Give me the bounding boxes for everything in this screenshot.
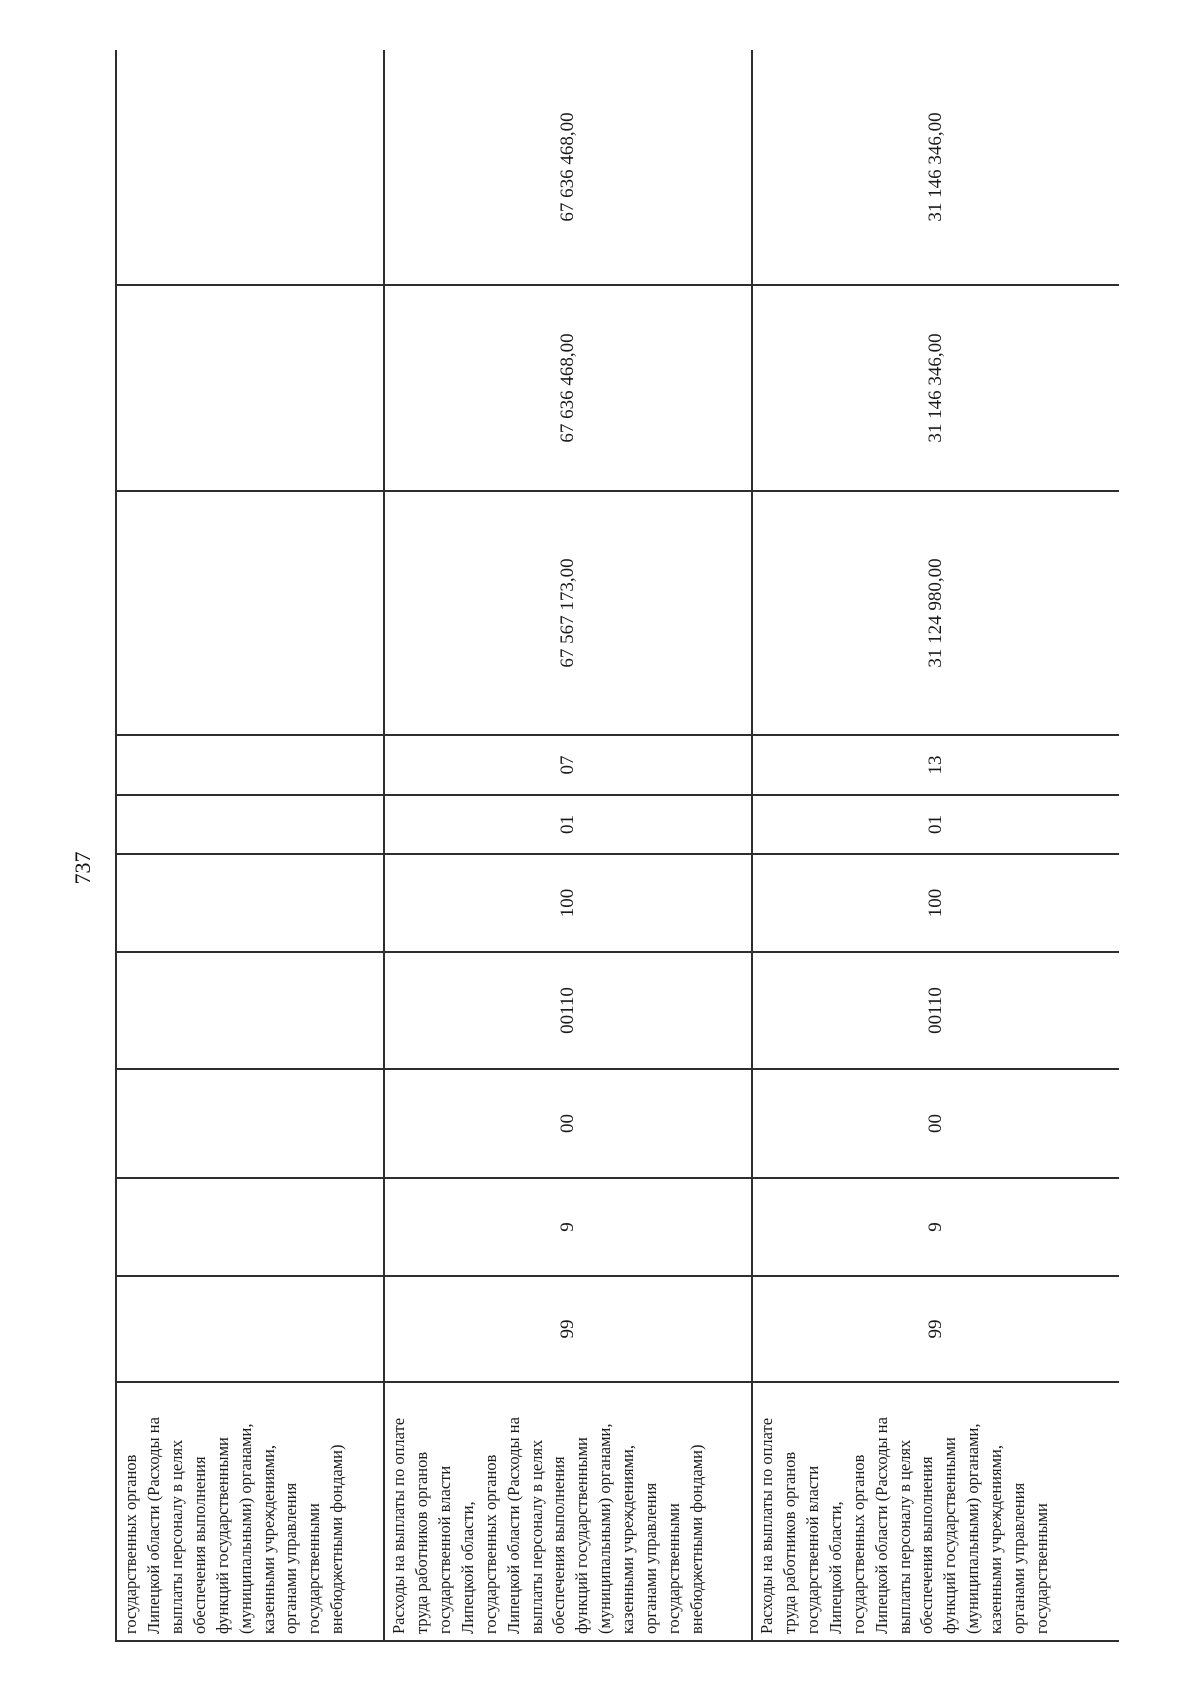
page-number: 737 bbox=[70, 851, 95, 885]
description-line: выплаты персоналу в целях bbox=[894, 1439, 914, 1634]
cell-amount3 bbox=[116, 50, 384, 285]
cell-amount3: 31 146 346,00 bbox=[752, 50, 1119, 285]
description-line: внебюджетными фондами) bbox=[327, 1444, 347, 1634]
description-line: Липецкой области (Расходы на bbox=[871, 1417, 891, 1634]
table-row bbox=[384, 50, 752, 1641]
cell-c6: 01 bbox=[752, 795, 1119, 854]
cell-c1: 99 bbox=[384, 1276, 752, 1382]
description-line: органами управления bbox=[641, 1482, 661, 1634]
cell-c5 bbox=[116, 854, 384, 952]
description-line: Липецкой области, bbox=[825, 1501, 845, 1634]
row-description bbox=[384, 1382, 752, 1641]
cell-c5: 100 bbox=[384, 854, 752, 952]
cell-c1: 99 bbox=[752, 1276, 1119, 1382]
description-line: государственных органов bbox=[480, 1454, 500, 1634]
description-line: органами управления bbox=[281, 1482, 301, 1634]
cell-amount3: 67 636 468,00 bbox=[384, 50, 752, 285]
table-row bbox=[752, 50, 1119, 1641]
description-line: (муниципальными) органами, bbox=[235, 1423, 255, 1634]
description-line: внебюджетными фондами) bbox=[686, 1444, 706, 1634]
cell-amount1: 67 567 173,00 bbox=[384, 491, 752, 735]
description-line: Расходы на выплаты по оплате bbox=[389, 1417, 408, 1634]
rotated-content bbox=[115, 50, 1119, 1642]
description-line: государственными bbox=[304, 1503, 324, 1634]
description-line: Липецкой области (Расходы на bbox=[143, 1417, 163, 1634]
description-line: (муниципальными) органами, bbox=[595, 1423, 615, 1634]
description-line: выплаты персоналу в целях bbox=[526, 1439, 546, 1634]
cell-c7: 13 bbox=[752, 735, 1119, 795]
description-line: государственными bbox=[1032, 1503, 1052, 1634]
cell-amount2: 67 636 468,00 bbox=[384, 285, 752, 491]
cell-c6: 01 bbox=[384, 795, 752, 854]
description-line: обеспечения выполнения bbox=[549, 1456, 569, 1634]
description-line: казенными учреждениями, bbox=[986, 1445, 1006, 1634]
cell-c5: 100 bbox=[752, 854, 1119, 952]
cell-c3: 00 bbox=[752, 1069, 1119, 1178]
description-line: (муниципальными) органами, bbox=[963, 1423, 983, 1634]
cell-amount1 bbox=[116, 491, 384, 735]
cell-c4 bbox=[116, 952, 384, 1069]
cell-c2 bbox=[116, 1178, 384, 1276]
description-line: обеспечения выполнения bbox=[917, 1456, 937, 1634]
description-line: труда работников органов bbox=[779, 1451, 799, 1634]
rotated-table-scan bbox=[115, 50, 1119, 1642]
cell-c7: 07 bbox=[384, 735, 752, 795]
table-row bbox=[116, 50, 384, 1641]
description-line: органами управления bbox=[1009, 1482, 1029, 1634]
description-line: функций государственными bbox=[940, 1437, 960, 1634]
row-description bbox=[752, 1382, 1119, 1641]
budget-table bbox=[115, 50, 1119, 1642]
cell-c4: 00110 bbox=[752, 952, 1119, 1069]
description-line: казенными учреждениями, bbox=[258, 1445, 278, 1634]
cell-c4: 00110 bbox=[384, 952, 752, 1069]
row-description bbox=[116, 1382, 384, 1641]
description-line: государственных органов bbox=[121, 1454, 140, 1634]
cell-amount1: 31 124 980,00 bbox=[752, 491, 1119, 735]
description-line: государственной власти bbox=[434, 1465, 454, 1634]
cell-c2: 9 bbox=[752, 1178, 1119, 1276]
description-line: государственных органов bbox=[848, 1454, 868, 1634]
cell-c7 bbox=[116, 735, 384, 795]
description-line: обеспечения выполнения bbox=[189, 1456, 209, 1634]
description-line: функций государственными bbox=[212, 1437, 232, 1634]
description-line: казенными учреждениями, bbox=[618, 1445, 638, 1634]
description-line: государственной власти bbox=[802, 1465, 822, 1634]
cell-c6 bbox=[116, 795, 384, 854]
cell-amount2 bbox=[116, 285, 384, 491]
description-line: Липецкой области, bbox=[457, 1501, 477, 1634]
cell-c3 bbox=[116, 1069, 384, 1178]
description-line: труда работников органов bbox=[411, 1451, 431, 1634]
description-line: выплаты персоналу в целях bbox=[166, 1439, 186, 1634]
description-line: государственными bbox=[664, 1503, 684, 1634]
cell-c1 bbox=[116, 1276, 384, 1382]
description-line: функций государственными bbox=[572, 1437, 592, 1634]
cell-amount2: 31 146 346,00 bbox=[752, 285, 1119, 491]
cell-c3: 00 bbox=[384, 1069, 752, 1178]
description-line: Липецкой области (Расходы на bbox=[503, 1417, 523, 1634]
description-line: Расходы на выплаты по оплате bbox=[757, 1417, 776, 1634]
cell-c2: 9 bbox=[384, 1178, 752, 1276]
